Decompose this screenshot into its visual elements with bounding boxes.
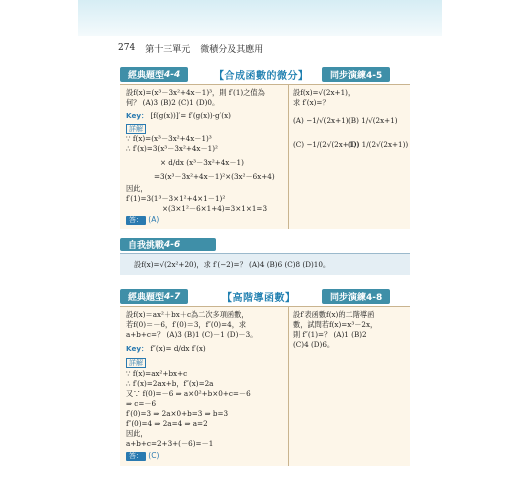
s1-practice-opt-b: (B) 1/√(2x+1) [348, 116, 398, 125]
s1-sol-6: ×(3×1²－6×1+4)=3×1×1=3 [162, 204, 268, 213]
section2-left-tag-text: 經典題型 [128, 293, 165, 303]
s1-sol-4: 因此， [126, 184, 148, 193]
s2-practice-line3: 則 f″(1)=？ (A)1 (B)2 [293, 330, 367, 339]
s1-key-label: Key： [126, 111, 149, 120]
s2-sol-4: f′(0)=3 ⇒ 2a×0+b=3 ⇒ b=3 [126, 409, 229, 418]
s2-practice-line4: (C)4 (D)6。 [293, 340, 335, 349]
s1-practice-opt-d: (D) 1/(2√(2x+1)) [348, 140, 408, 149]
s1-sol-5: f′(1)=3(1³－3×1²+4×1－1)² [126, 194, 226, 203]
s2-practice-line1: 設f′表函數f(x)的二階導函 [293, 310, 375, 319]
unit-title: 微積分及其應用 [200, 44, 264, 55]
s2-sol-0: ∵ f(x)=ax²+bx+c [126, 369, 188, 378]
page-header [118, 40, 438, 56]
s2-sol-5: f″(0)=4 ⇒ 2a=4 ⇒ a=2 [126, 419, 208, 428]
section2-left-tag-num: 4-7 [164, 291, 181, 302]
s1-sol-0: ∵ f(x)=(x³－3x²+4x－1)³ [126, 134, 212, 143]
s2-question-line2: 若f(0)＝－6，f′(0)＝3，f″(0)=4，求 [126, 320, 247, 329]
s2-detail-label: 詳解 [126, 358, 146, 368]
section2-right-tag: 同步演練4-8 [322, 289, 390, 304]
s2-sol-2: 又∵ f(0)=－6 ⇒ a×0²+b×0+c=－6 [126, 389, 251, 398]
s1-question-line1: 設f(x)=(x³－3x²+4x－1)³，則 f′(1)之值為 [126, 88, 265, 97]
s1-sol-2: × d/dx (x³－3x²+4x－1) [160, 158, 244, 167]
challenge-tag-num: 4-6 [164, 239, 181, 250]
s2-question-line3: a+b+c=？ (A)3 (B)1 (C)－1 (D)－3。 [126, 330, 258, 339]
challenge-text: 設f(x)=√(2x²+20)，求 f′(−2)=？ (A)4 (B)6 (C)8 (D)10。 [134, 260, 331, 269]
s1-practice-opt-a: (A) −1/√(2x+1) [293, 116, 349, 125]
s1-answer-value: (A) [148, 215, 160, 224]
top-band [78, 0, 442, 36]
challenge-tag: 自我挑戰 [128, 241, 165, 251]
section1-right-tag: 同步演練4-5 [322, 67, 390, 82]
s2-answer [126, 451, 159, 461]
s2-sol-7: a+b+c=2+3+(－6)=－1 [126, 439, 214, 448]
s2-detail [126, 358, 146, 368]
s2-sol-1: ∴ f′(x)=2ax+b，f″(x)=2a [126, 379, 214, 388]
section2-divider [288, 306, 289, 466]
page-number: 274 [118, 43, 136, 53]
s1-practice-q2: 求 f′(x)=？ [293, 98, 330, 107]
section1-left-tag-text: 經典題型 [128, 71, 165, 81]
section1-left-tag-num: 4-4 [164, 69, 181, 80]
s1-practice-q1: 設f(x)=√(2x+1)， [293, 88, 356, 97]
s1-key [126, 111, 231, 120]
section1-bar [120, 67, 188, 82]
s1-sol-3: =3(x³－3x²+4x－1)²×(3x²－6x+4) [154, 172, 275, 181]
s2-key [126, 344, 206, 353]
s2-practice-line2: 數，試問若f(x)=x³－2x， [293, 320, 378, 329]
s1-sol-1: ∴ f′(x)=3(x³－3x²+4x－1)² [126, 144, 218, 153]
s2-question-line1: 設f(x)＝ax²＋bx＋c為二次多項函數， [126, 310, 249, 319]
section1-divider [288, 84, 289, 229]
s1-answer-label: 答： [126, 216, 146, 225]
s2-answer-value: (C) [148, 451, 160, 460]
s1-practice-opt-c: (C) −1/(2√(2x+1)) [293, 140, 360, 149]
s2-sol-3: ⇒ c=－6 [126, 399, 157, 408]
s1-answer [126, 215, 159, 225]
s2-sol-6: 因此， [126, 429, 148, 438]
s1-detail-label: 詳解 [126, 124, 146, 134]
s1-question-line2: 何？ (A)3 (B)2 (C)1 (D)0。 [126, 98, 220, 107]
s2-key-formula: f″(x)= d/dx f′(x) [150, 344, 206, 353]
unit-label: 第十三單元 [145, 44, 191, 55]
s1-detail [126, 124, 146, 134]
section2-topic: 【高階導函數】 [222, 293, 296, 304]
challenge-bar [120, 238, 216, 251]
section2-left-tag [120, 289, 188, 304]
s1-key-formula: [f(g(x))]′= f′(g(x))·g′(x) [150, 111, 231, 120]
s2-key-label: Key： [126, 344, 149, 353]
s2-answer-label: 答： [126, 452, 146, 461]
section2-bar [120, 289, 188, 304]
section1-topic: 【合成函數的微分】 [214, 71, 309, 82]
section1-left-tag [120, 67, 188, 82]
